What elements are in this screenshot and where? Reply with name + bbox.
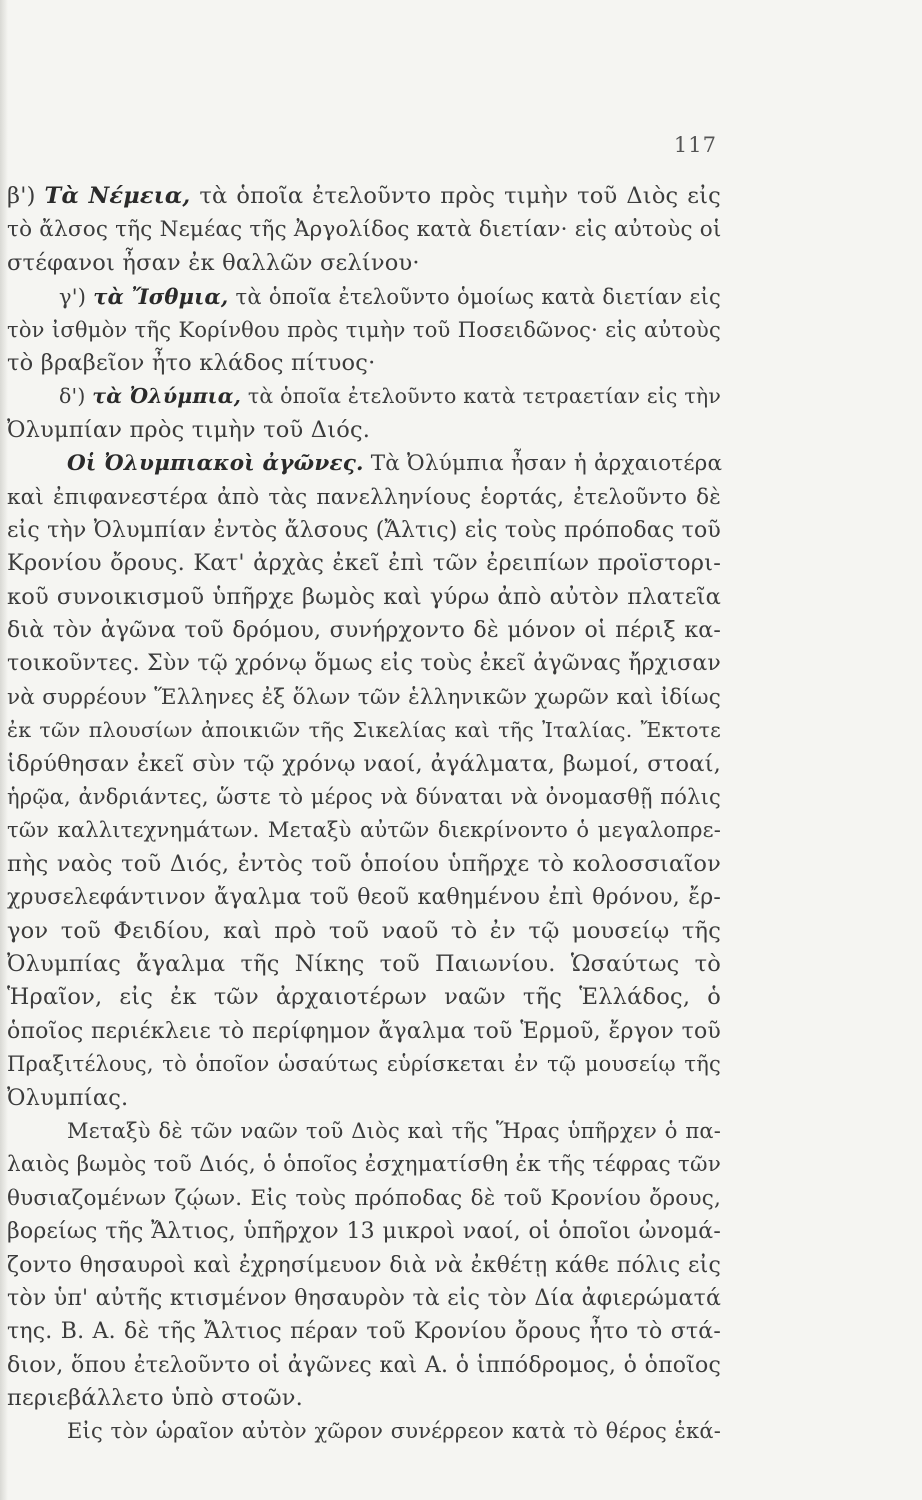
text-line: τὸ βραβεῖον ἦτο κλάδος πίτυος· — [7, 349, 376, 376]
text-line: Μεταξὺ δὲ τῶν ναῶν τοῦ Διὸς καὶ τῆς Ἥρας ὑπῆρχεν ὁ πα- — [67, 1118, 721, 1143]
text-line: ζοντο θησαυροὶ καὶ ἐχρησίμευον διὰ νὰ ἐκθέτῃ κάθε πόλις εἰς — [7, 1252, 721, 1278]
text-line: Ὀλυμπίας ἄγαλμα τῆς Νίκης τοῦ Παιωνίου. Ὡσαύτως τὸ — [7, 950, 721, 977]
text-line: ὁποῖος περιέκλειε τὸ περίφημον ἄγαλμα τοῦ Ἑρμοῦ, ἔργον τοῦ — [7, 1018, 721, 1044]
text-line: τὸν ἰσθμὸν τῆς Κορίνθου πρὸς τιμὴν τοῦ Ποσειδῶνος· εἰς αὐτοὺς — [7, 317, 721, 342]
text-line: της. Β. Α. δὲ τῆς Ἄλτιος πέραν τοῦ Κρονίου ὄρους ἦτο τὸ στά- — [7, 1319, 721, 1345]
text-line: καὶ ἐπιφανεστέρα ἀπὸ τὰς πανελληνίους ἑορτάς, ἐτελοῦντο δὲ — [7, 484, 721, 510]
text-line: τῶν καλλιτεχνημάτων. Μεταξὺ αὐτῶν διεκρίνοντο ὁ μεγαλοπρε- — [7, 818, 721, 843]
heading-nemea: Τὰ Νέμεια, — [44, 183, 191, 209]
text-line: λαιὸς βωμὸς τοῦ Διός, ὁ ὁποῖος ἐσχηματίσθη ἐκ τῆς τέφρας τῶν — [7, 1152, 721, 1178]
heading-olympic-games: Οἱ Ὀλυμπιακοὶ ἀγῶνες. — [67, 451, 364, 477]
text-line: ἱδρύθησαν ἐκεῖ σὺν τῷ χρόνῳ ναοί, ἀγάλματα, βωμοί, στοαί, — [7, 750, 721, 777]
line-nemea: β') Τὰ Νέμεια, τὰ ὁποῖα ἐτελοῦντο πρὸς τιμὴν τοῦ Διὸς εἰς — [7, 183, 721, 209]
text-line: ἡρῷα, ἀνδριάντες, ὥστε τὸ μέρος νὰ δύναται νὰ ὀνομασθῇ πόλις — [7, 785, 721, 810]
line-olympia: δ') τὰ Ὀλύμπια, τὰ ὁποῖα ἐτελοῦντο κατὰ τετραετίαν εἰς τὴν — [59, 384, 722, 409]
text-line: Ἡραῖον, εἰς ἐκ τῶν ἀρχαιοτέρων ναῶν τῆς Ἑλλάδος, ὁ — [7, 984, 721, 1011]
text-line: βορείως τῆς Ἄλτιος, ὑπῆρχον 13 μικροὶ ναοί, οἱ ὁποῖοι ὠνομά- — [7, 1219, 721, 1245]
heading-isthmia: τὰ Ἴσθμια, — [93, 284, 229, 310]
text-line: Πραξιτέλους, τὸ ὁποῖον ὡσαύτως εὑρίσκεται ἐν τῷ μουσείῳ τῆς — [7, 1052, 721, 1077]
text-line: στέφανοι ἦσαν ἐκ θαλλῶν σελίνου· — [7, 249, 420, 276]
text-line: χρυσελεφάντινον ἄγαλμα τοῦ θεοῦ καθημένου ἐπὶ θρόνου, ἔρ- — [7, 885, 721, 911]
text-line: διὰ τὸν ἀγῶνα τοῦ δρόμου, συνήρχοντο δὲ μόνον οἱ πέριξ κα- — [7, 618, 721, 644]
text-line: νὰ συρρέουν Ἕλληνες ἐξ ὅλων τῶν ἑλληνικῶν χωρῶν καὶ ἰδίως — [7, 684, 721, 710]
text-line: Ὀλυμπίαν πρὸς τιμὴν τοῦ Διός. — [7, 416, 371, 443]
text-line: διον, ὅπου ἐτελοῦντο οἱ ἀγῶνες καὶ Α. ὁ ἱππόδρομος, ὁ ὁποῖος — [7, 1352, 721, 1378]
text-line: ἐκ τῶν πλουσίων ἀποικιῶν τῆς Σικελίας καὶ τῆς Ἰταλίας. Ἔκτοτε — [7, 718, 721, 743]
page-number: 117 — [673, 133, 717, 157]
line-isthmia: γ') τὰ Ἴσθμια, τὰ ὁποῖα ἐτελοῦντο ὁμοίως κατὰ διετίαν εἰς — [59, 284, 721, 310]
text-line: θυσιαζομένων ζῴων. Εἰς τοὺς πρόποδας δὲ τοῦ Κρονίου ὄρους, — [7, 1185, 721, 1211]
text-line: κοῦ συνοικισμοῦ ὑπῆρχε βωμὸς καὶ γύρω ἀπὸ αὐτὸν πλατεῖα — [7, 583, 721, 610]
text-line: τοικοῦντες. Σὺν τῷ χρόνῳ ὅμως εἰς τοὺς ἐκεῖ ἀγῶνας ἤρχισαν — [7, 651, 721, 677]
text-line: εἰς τὴν Ὀλυμπίαν ἐντὸς ἄλσους (Ἄλτις) εἰς τοὺς πρόποδας τοῦ — [7, 517, 721, 543]
text-line: Ὀλυμπίας. — [7, 1084, 129, 1111]
line-olympic-games: Οἱ Ὀλυμπιακοὶ ἀγῶνες. Τὰ Ὀλύμπια ἦσαν ἡ ἀρχαιοτέρα — [67, 451, 723, 477]
text-line: γον τοῦ Φειδίου, καὶ πρὸ τοῦ ναοῦ τὸ ἐν τῷ μουσείῳ τῆς — [7, 917, 721, 944]
text-line: Κρονίου ὄρους. Κατ' ἀρχὰς ἐκεῖ ἐπὶ τῶν ἐρειπίων προϊστορι- — [7, 550, 721, 577]
text-line: Εἰς τὸν ὡραῖον αὐτὸν χῶρον συνέρρεον κατὰ τὸ θέρος ἑκά- — [67, 1419, 721, 1444]
body-text — [7, 180, 721, 1449]
heading-olympia: τὰ Ὀλύμπια, — [92, 384, 242, 409]
text-line: τὸν ὑπ' αὐτῆς κτισμένον θησαυρὸν τὰ εἰς τὸν Δία ἀφιερώματά — [7, 1285, 721, 1311]
text-line: τὸ ἄλσος τῆς Νεμέας τῆς Ἀργολίδος κατὰ διετίαν· εἰς αὐτοὺς οἱ — [7, 217, 722, 243]
text-line: περιεβάλλετο ὑπὸ στοῶν. — [7, 1385, 303, 1412]
text-line: πὴς ναὸς τοῦ Διός, ἐντὸς τοῦ ὁποίου ὑπῆρχε τὸ κολοσσιαῖον — [7, 850, 721, 877]
